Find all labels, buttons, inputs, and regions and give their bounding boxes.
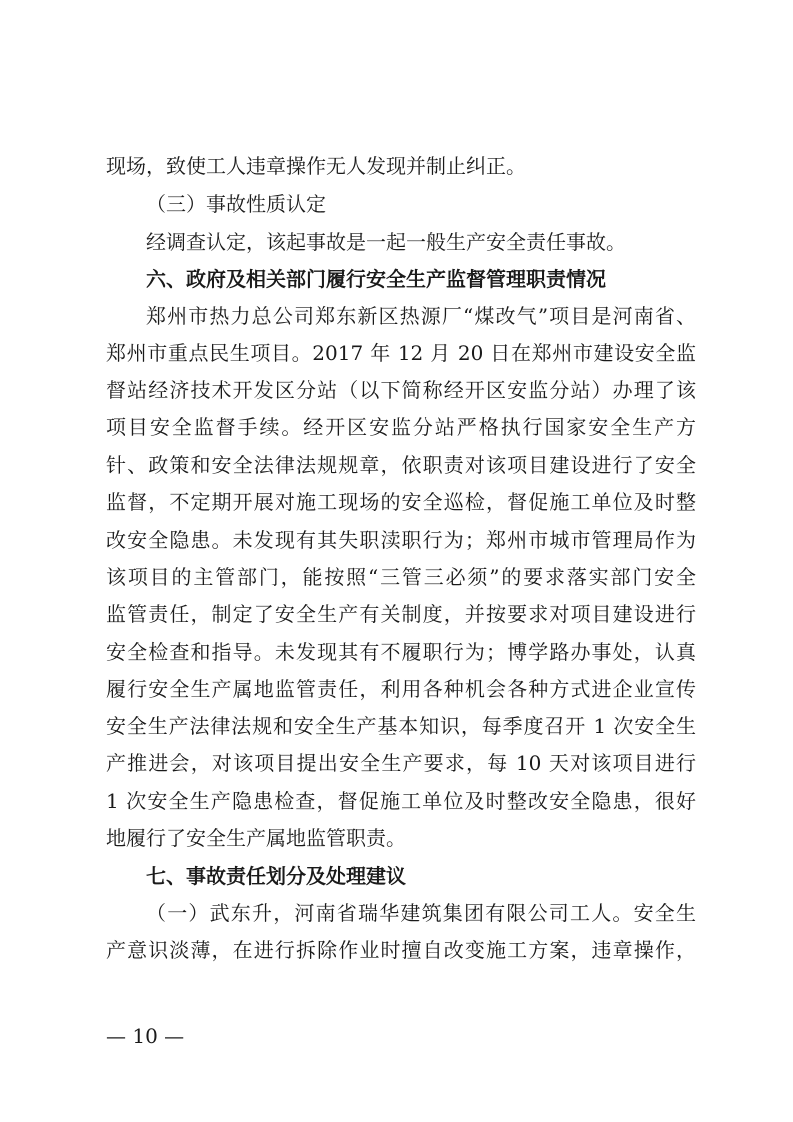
paragraph-line: 该项目的主管部门，能按照“三管三必须”的要求落实部门安全 bbox=[106, 565, 696, 589]
paragraph-line: 地履行了安全生产属地监管职责。 bbox=[106, 826, 406, 850]
section-subheading: （三）事故性质认定 bbox=[146, 192, 326, 216]
paragraph-line: 针、政策和安全法律法规规章，依职责对该项目建设进行了安全 bbox=[106, 453, 696, 477]
paragraph-line: （一）武东升，河南省瑞华建筑集团有限公司工人。安全生 bbox=[146, 901, 696, 925]
paragraph-line: 郑州市重点民生项目。2017 年 12 月 20 日在郑州市建设安全监 bbox=[106, 341, 696, 365]
paragraph-line: 经调查认定，该起事故是一起一般生产安全责任事故。 bbox=[146, 230, 626, 254]
paragraph-line: 履行安全生产属地监管责任，利用各种机会各种方式进企业宣传 bbox=[106, 677, 696, 701]
paragraph-line: 改安全隐患。未发现有其失职渎职行为；郑州市城市管理局作为 bbox=[106, 528, 696, 552]
paragraph-line: 安全检查和指导。未发现其有不履职行为；博学路办事处，认真 bbox=[106, 640, 696, 664]
paragraph-line: 产推进会，对该项目提出安全生产要求，每 10 天对该项目进行 bbox=[106, 751, 696, 775]
paragraph-line: 督站经济技术开发区分站（以下简称经开区安监分站）办理了该 bbox=[106, 378, 696, 402]
paragraph-line: 安全生产法律法规和安全生产基本知识，每季度召开 1 次安全生 bbox=[106, 714, 696, 738]
paragraph-line: 监督，不定期开展对施工现场的安全巡检，督促施工单位及时整 bbox=[106, 490, 696, 514]
paragraph-line: 郑州市热力总公司郑东新区热源厂“煤改气”项目是河南省、 bbox=[146, 304, 696, 328]
paragraph-line: 现场，致使工人违章操作无人发现并制止纠正。 bbox=[106, 154, 526, 178]
paragraph-line: 1 次安全生产隐患检查，督促施工单位及时整改安全隐患，很好 bbox=[106, 789, 696, 813]
section-heading: 六、政府及相关部门履行安全生产监督管理职责情况 bbox=[146, 267, 606, 291]
paragraph-line: 监管责任，制定了安全生产有关制度，并按要求对项目建设进行 bbox=[106, 602, 696, 626]
section-heading: 七、事故责任划分及处理建议 bbox=[146, 864, 406, 888]
page-number: — 10 — bbox=[106, 1024, 185, 1048]
paragraph-line: 项目安全监督手续。经开区安监分站严格执行国家安全生产方 bbox=[106, 415, 696, 439]
paragraph-line: 产意识淡薄，在进行拆除作业时擅自改变施工方案，违章操作， bbox=[106, 938, 696, 962]
